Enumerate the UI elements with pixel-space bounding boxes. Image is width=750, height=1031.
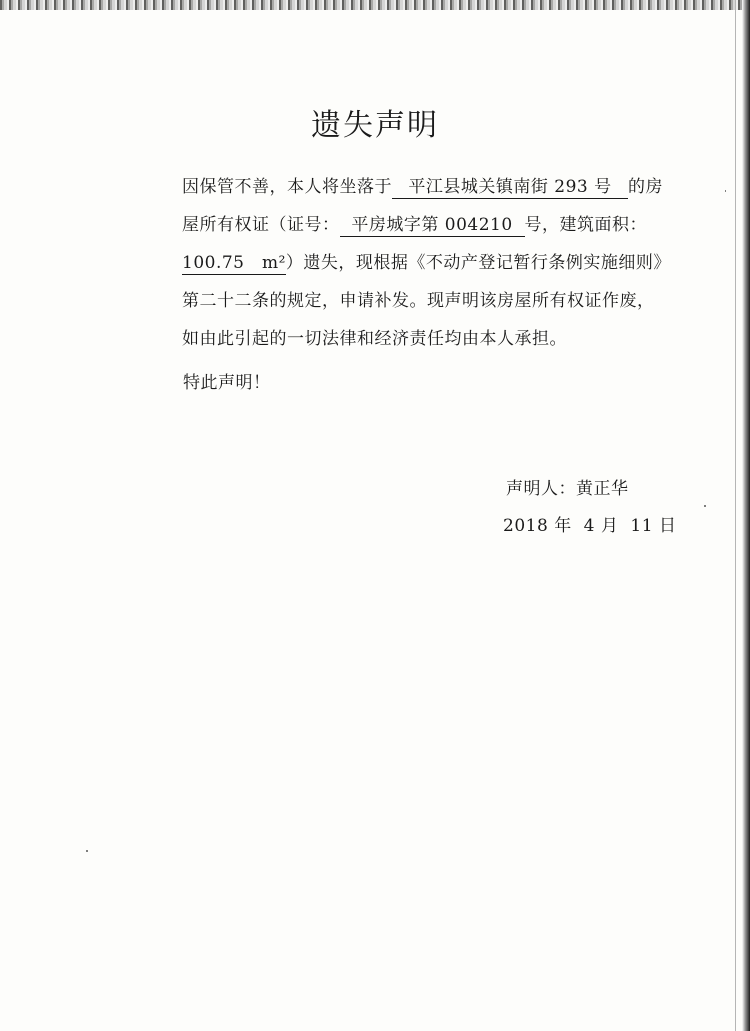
scan-speck — [86, 850, 88, 852]
date-day: 11 — [630, 516, 654, 536]
body-text-statement: ）遗失，现根据《不动产登记暂行条例实施细则》第二十二条的规定，申请补发。现声明该房屋所有权证作废，如由此引起的一切法律和经济责任均由本人承担。 — [182, 253, 663, 349]
date-year: 2018 — [503, 516, 549, 536]
date-month-unit: 月 — [601, 516, 619, 536]
building-area-field: 100.75 m² — [182, 253, 286, 273]
date-year-unit: 年 — [554, 516, 572, 536]
date-day-unit: 日 — [659, 516, 677, 536]
body-text-cert-label: 的房屋所有权证（证号： — [182, 177, 663, 235]
signer-line — [506, 470, 629, 508]
scan-edge-top — [0, 0, 750, 10]
closing-statement: 特此声明！ — [183, 373, 271, 393]
declaration-body — [148, 168, 668, 358]
signer-label: 声明人： — [506, 479, 576, 499]
body-text-area-label: 号，建筑面积： — [524, 215, 647, 235]
document-title: 遗失声明 — [311, 108, 439, 144]
scan-speck — [704, 505, 706, 507]
certificate-number-field: 平房城字第 004210 — [340, 214, 525, 237]
date-month: 4 — [583, 516, 595, 536]
signer-name: 黄正华 — [576, 479, 629, 499]
scan-edge-right — [742, 0, 750, 1031]
scan-edge-line — [735, 0, 736, 1031]
property-address-field: 平江县城关镇南街 293 号 — [392, 176, 628, 199]
scan-speck — [725, 190, 726, 192]
body-text-intro: 因保管不善，本人将坐落于 — [182, 177, 392, 197]
declaration-date — [503, 507, 683, 545]
